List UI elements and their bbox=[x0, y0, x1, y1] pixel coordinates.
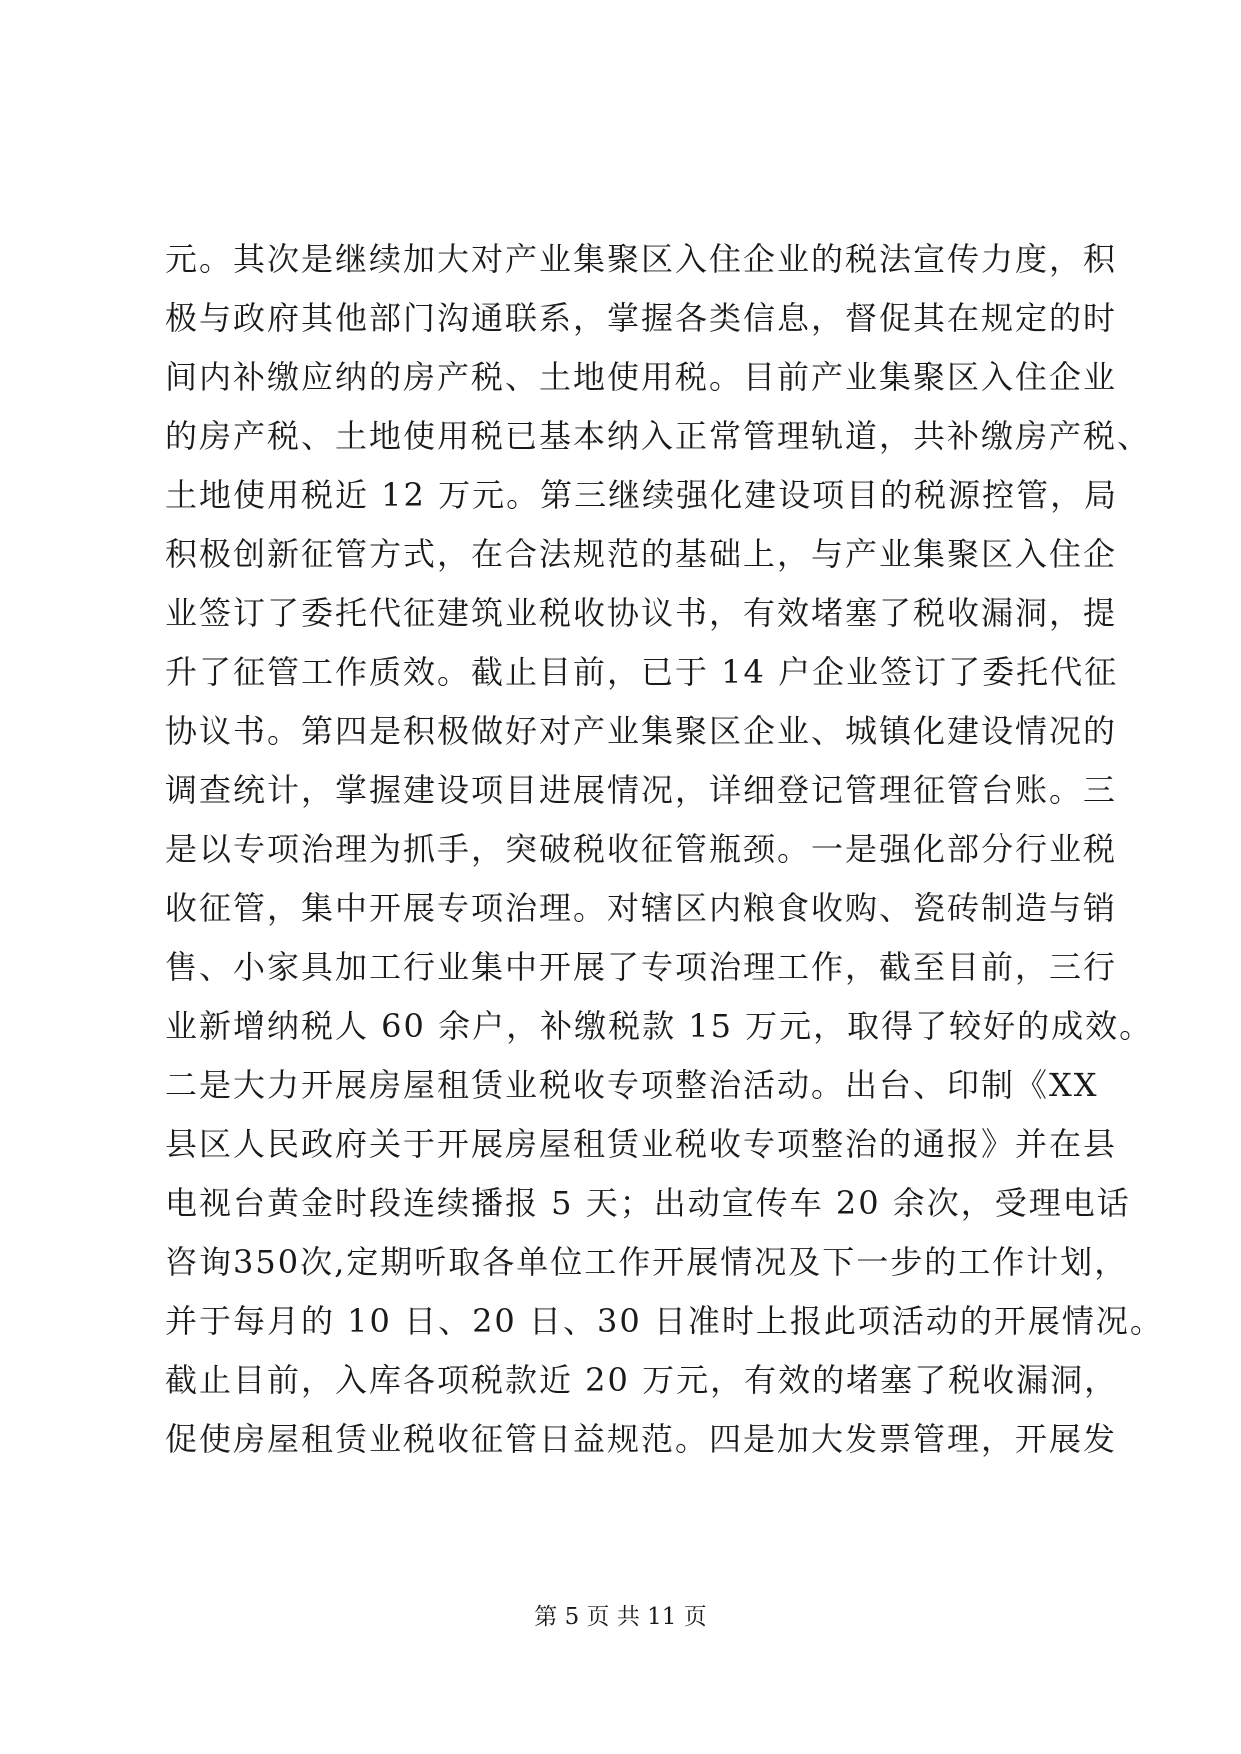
text-line: 元。其次是继续加大对产业集聚区入住企业的税法宣传力度，积 bbox=[165, 240, 1118, 278]
text-line: 县区人民政府关于开展房屋租赁业税收专项整治的通报》并在县 bbox=[165, 1125, 1118, 1163]
text-line: 协议书。第四是积极做好对产业集聚区企业、城镇化建设情况的 bbox=[165, 712, 1118, 750]
text-line: 调查统计，掌握建设项目进展情况，详细登记管理征管台账。三 bbox=[165, 771, 1118, 809]
text-line: 截止目前，入库各项税款近 20 万元，有效的堵塞了税收漏洞， bbox=[165, 1361, 1119, 1399]
text-line: 业签订了委托代征建筑业税收协议书，有效堵塞了税收漏洞，提 bbox=[165, 594, 1118, 632]
text-line: 是以专项治理为抓手，突破税收征管瓶颈。一是强化部分行业税 bbox=[165, 830, 1118, 868]
text-line: 业新增纳税人 60 余户，补缴税款 15 万元，取得了较好的成效。 bbox=[165, 1007, 1154, 1045]
text-line: 并于每月的 10 日、20 日、30 日准时上报此项活动的开展情况。 bbox=[165, 1302, 1164, 1340]
text-line: 电视台黄金时段连续播报 5 天；出动宣传车 20 余次，受理电话 bbox=[165, 1184, 1131, 1222]
text-line: 售、小家具加工行业集中开展了专项治理工作，截至目前，三行 bbox=[165, 948, 1118, 986]
text-line: 咨询350次,定期听取各单位工作开展情况及下一步的工作计划， bbox=[165, 1243, 1129, 1281]
text-line: 土地使用税近 12 万元。第三继续强化建设项目的税源控管，局 bbox=[165, 476, 1119, 514]
text-line: 收征管，集中开展专项治理。对辖区内粮食收购、瓷砖制造与销 bbox=[165, 889, 1118, 927]
text-line: 积极创新征管方式，在合法规范的基础上，与产业集聚区入住企 bbox=[165, 535, 1118, 573]
body-text bbox=[165, 230, 1164, 1469]
text-line: 促使房屋租赁业税收征管日益规范。四是加大发票管理，开展发 bbox=[165, 1420, 1118, 1458]
text-line: 间内补缴应纳的房产税、土地使用税。目前产业集聚区入住企业 bbox=[165, 358, 1118, 396]
page-number-footer: 第 5 页 共 11 页 bbox=[534, 1604, 707, 1630]
text-line: 二是大力开展房屋租赁业税收专项整治活动。出台、印制《XX bbox=[165, 1066, 1099, 1104]
text-line: 极与政府其他部门沟通联系，掌握各类信息，督促其在规定的时 bbox=[165, 299, 1118, 337]
text-line: 升了征管工作质效。截止目前，已于 14 户企业签订了委托代征 bbox=[165, 653, 1119, 691]
text-line: 的房产税、土地使用税已基本纳入正常管理轨道，共补缴房产税、 bbox=[165, 417, 1152, 455]
